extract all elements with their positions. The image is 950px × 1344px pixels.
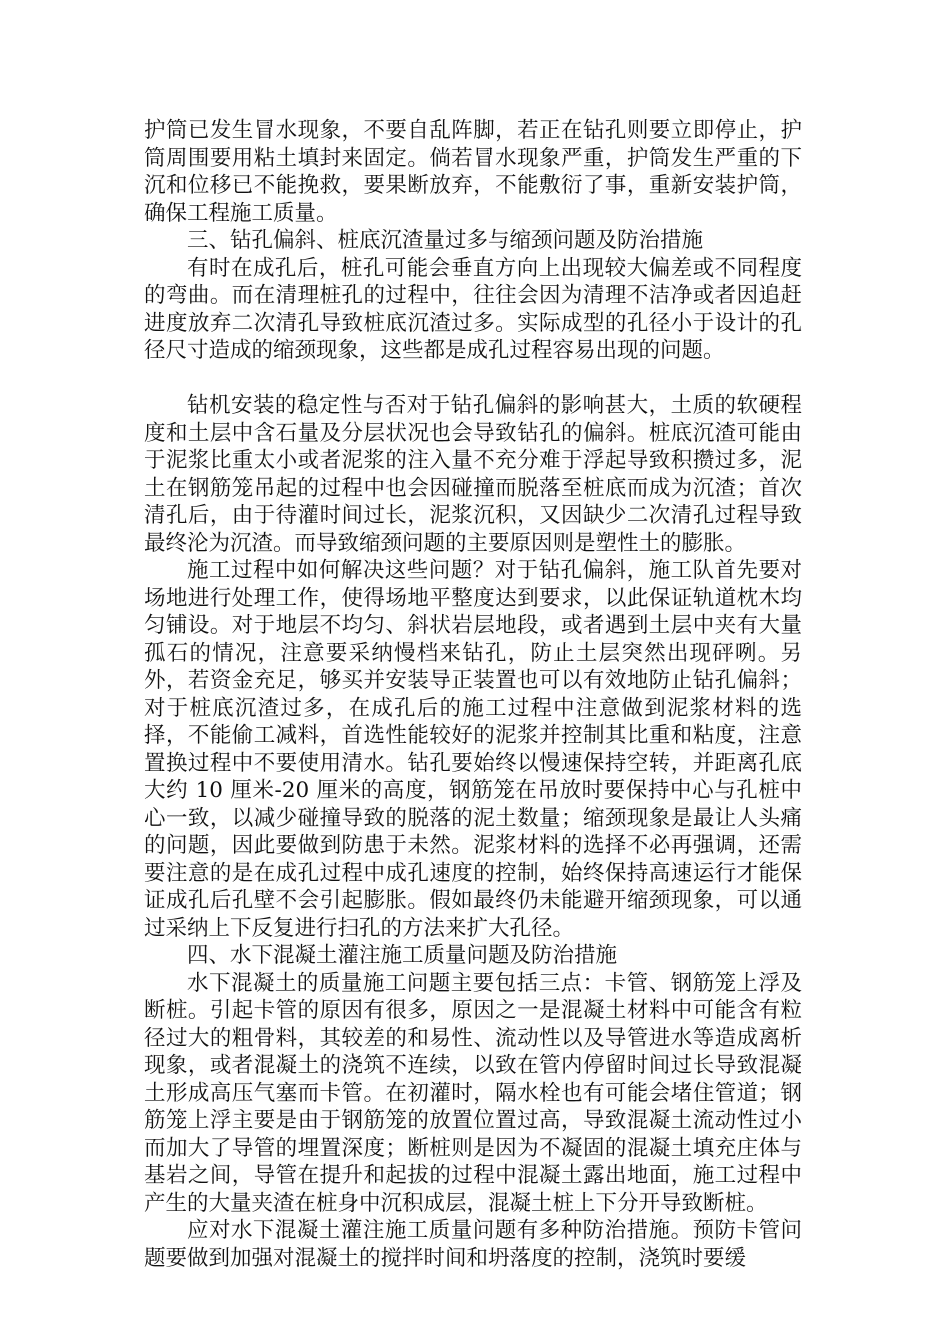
section-heading-3: 三、钻孔偏斜、桩底沉渣量过多与缩颈问题及防治措施 [187, 228, 704, 253]
section-heading-4: 四、水下混凝土灌注施工质量问题及防治措施 [187, 943, 618, 968]
paragraph-concrete-measures: 应对水下混凝土灌注施工质量问题有多种防治措施。预防卡管问题要做到加强对混凝土的搅拌时间和坍落度的控制，浇筑时要缓 [144, 1218, 802, 1271]
paragraph-drilling-solutions: 施工过程中如何解决这些问题？对于钻孔偏斜，施工队首先要对场地进行处理工作，使得场地平整度达到要求，以此保证轨道枕木均匀铺设。对于地层不均匀、斜状岩层地段，或者遇到土层中夹有大量孤石的情况，注意要采纳慢档来钻孔，防止土层突然出现砰咧。另外，若资金充足，够买并安装导正装置也可以有效地防止钻孔偏斜；对于桩底沉渣过多，在成孔后的施工过程中注意做到泥浆材料的选择，不能偷工减料，首选性能较好的泥浆并控制其比重和粘度，注意置换过程中不要使用清水。钻孔要始终以慢速保持空转，并距离孔底大约 10 厘米-20 厘米的高度，钢筋笼在吊放时要保持中心与孔桩中心一致，以减少碰撞导致的脱落的泥土数量；缩颈现象是最让人头痛的问题，因此要做到防患于未然。泥浆材料的选择不必再强调，还需要注意的是在成孔过程中成孔速度的控制，始终保持高速运行才能保证成孔后孔壁不会引起膨胀。假如最终仍未能避开缩颈现象，可以通过采纳上下反复进行扫孔的方法来扩大孔径。 [144, 558, 802, 941]
paragraph-drilling-causes: 钻机安装的稳定性与否对于钻孔偏斜的影响甚大，土质的软硬程度和土层中含石量及分层状况也会导致钻孔的偏斜。桩底沉渣可能由于泥浆比重太小或者泥浆的注入量不充分难于浮起导致积攒过多，泥土在钢筋笼吊起的过程中也会因碰撞而脱落至桩底而成为沉渣；首次清孔后，由于待灌时间过长，泥浆沉积，又因缺少二次清孔过程导致最终沦为沉渣。而导致缩颈问题的主要原因则是塑性土的膨胀。 [144, 393, 802, 556]
paragraph-drilling-problems: 有时在成孔后，桩孔可能会垂直方向上出现较大偏差或不同程度的弯曲。而在清理桩孔的过程中，往往会因为清理不洁净或者因追赶进度放弃二次清孔导致桩底沉渣过多。实际成型的孔径小于设计的孔径尺寸造成的缩颈现象，这些都是成孔过程容易出现的问题。 [144, 255, 802, 363]
paragraph-casing-water: 护筒已发生冒水现象，不要自乱阵脚，若正在钻孔则要立即停止，护筒周围要用粘土填封来固定。倘若冒水现象严重，护筒发生严重的下沉和位移已不能挽救，要果断放弃，不能敷衍了事，重新安装护筒，确保工程施工质量。 [144, 118, 802, 226]
paragraph-concrete-problems: 水下混凝土的质量施工问题主要包括三点：卡管、钢筋笼上浮及断桩。引起卡管的原因有很多，原因之一是混凝土材料中可能含有粒径过大的粗骨料，其较差的和易性、流动性以及导管进水等造成离析现象，或者混凝土的浇筑不连续，以致在管内停留时间过长导致混凝土形成高压气塞而卡管。在初灌时，隔水栓也有可能会堵住管道；钢筋笼上浮主要是由于钢筋笼的放置位置过高，导致混凝土流动性过小而加大了导管的埋置深度；断桩则是因为不凝固的混凝土填充庄体与基岩之间，导管在提升和起拔的过程中混凝土露出地面，施工过程中产生的大量夹渣在桩身中沉积成层，混凝土桩上下分开导致断桩。 [144, 970, 802, 1216]
body-text [144, 117, 802, 1272]
